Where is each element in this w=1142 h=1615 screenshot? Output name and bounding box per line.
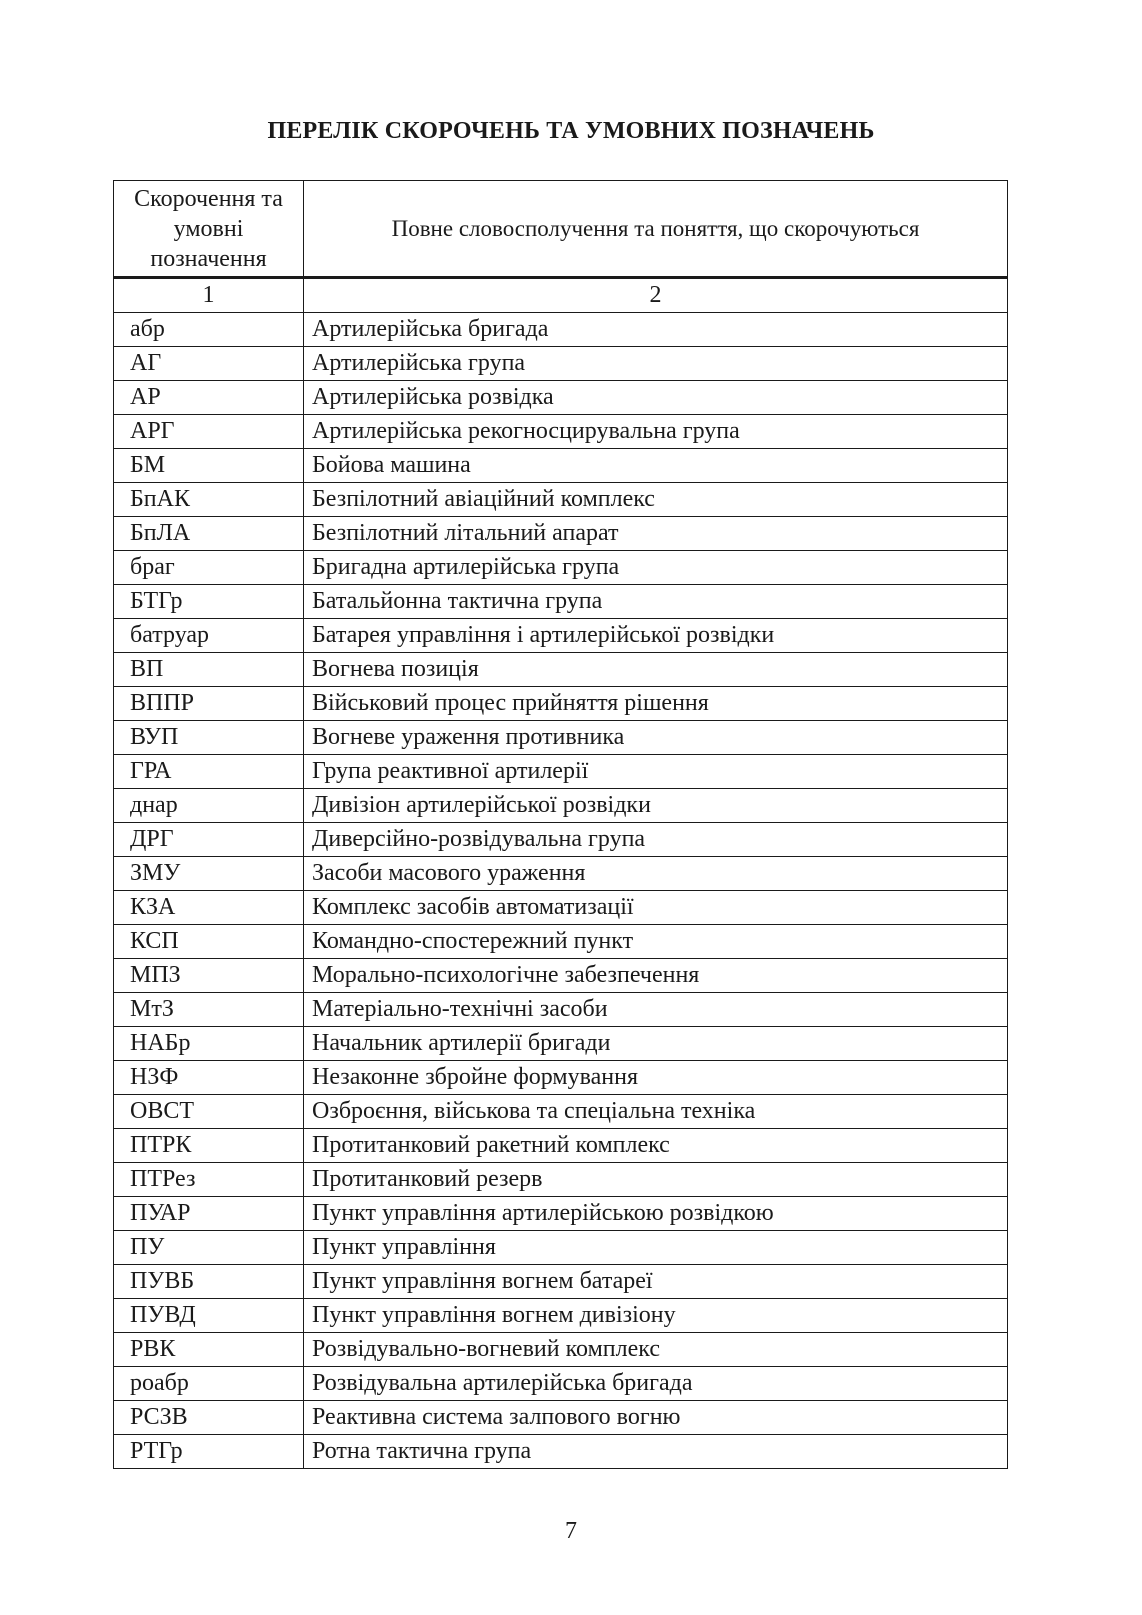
abbreviation-cell: БпЛА [114,517,304,551]
full-term-cell: Безпілотний авіаційний комплекс [304,483,1008,517]
column-number-1: 1 [114,278,304,313]
table-row [114,619,1008,653]
full-term-cell: Пункт управління вогнем батареї [304,1265,1008,1299]
abbreviation-cell: ПТРез [114,1163,304,1197]
abbreviation-cell: КСП [114,925,304,959]
table-row [114,585,1008,619]
abbreviation-cell: АРГ [114,415,304,449]
abbreviation-cell: БпАК [114,483,304,517]
column-number-2: 2 [304,278,1008,313]
table-row [114,551,1008,585]
abbreviation-cell: ПУАР [114,1197,304,1231]
table-row [114,1061,1008,1095]
page-number: 7 [565,1518,577,1544]
abbreviation-cell: БТГр [114,585,304,619]
abbreviation-cell: МПЗ [114,959,304,993]
full-term-cell: Матеріально-технічні засоби [304,993,1008,1027]
full-term-cell: Пункт управління артилерійською розвідкою [304,1197,1008,1231]
full-term-cell: Засоби масового ураження [304,857,1008,891]
abbreviation-cell: ПУВД [114,1299,304,1333]
abbreviation-cell: роабр [114,1367,304,1401]
abbreviation-cell: ОВСТ [114,1095,304,1129]
table-row [114,1299,1008,1333]
full-term-cell: Військовий процес прийняття рішення [304,687,1008,721]
abbreviation-cell: браг [114,551,304,585]
abbreviation-cell: ПТРК [114,1129,304,1163]
table-row [114,653,1008,687]
table-row [114,483,1008,517]
table-row [114,755,1008,789]
abbreviation-cell: ВП [114,653,304,687]
abbreviation-cell: КЗА [114,891,304,925]
full-term-cell: Дивізіон артилерійської розвідки [304,789,1008,823]
abbreviation-cell: ДРГ [114,823,304,857]
full-term-cell: Вогневе ураження противника [304,721,1008,755]
full-term-cell: Реактивна система залпового вогню [304,1401,1008,1435]
column-number-row [114,278,1008,313]
abbreviation-cell: батруар [114,619,304,653]
full-term-cell: Пункт управління [304,1231,1008,1265]
table-row [114,687,1008,721]
full-term-cell: Безпілотний літальний апарат [304,517,1008,551]
full-term-cell: Диверсійно-розвідувальна група [304,823,1008,857]
table-row [114,1265,1008,1299]
table-row [114,449,1008,483]
table-row [114,1027,1008,1061]
table-row [114,1333,1008,1367]
table-row [114,1401,1008,1435]
table-row [114,517,1008,551]
full-term-cell: Начальник артилерії бригади [304,1027,1008,1061]
full-term-cell: Артилерійська група [304,347,1008,381]
table-row [114,1231,1008,1265]
full-term-cell: Озброєння, військова та спеціальна техніка [304,1095,1008,1129]
table-row [114,1095,1008,1129]
abbreviations-table [113,180,1008,1469]
abbreviation-cell: РСЗВ [114,1401,304,1435]
abbreviation-cell: АР [114,381,304,415]
abbreviation-cell: МтЗ [114,993,304,1027]
full-term-cell: Батальйонна тактична група [304,585,1008,619]
abbreviation-cell: ВППР [114,687,304,721]
table-row [114,959,1008,993]
table-row [114,1129,1008,1163]
table-row [114,993,1008,1027]
full-term-cell: Артилерійська розвідка [304,381,1008,415]
abbreviation-cell: ГРА [114,755,304,789]
full-term-cell: Артилерійська бригада [304,313,1008,347]
full-term-cell: Бригадна артилерійська група [304,551,1008,585]
header-abbreviations: Скорочення та умовні позначення [114,181,304,278]
abbreviation-cell: РВК [114,1333,304,1367]
table-row [114,381,1008,415]
abbreviation-cell: ПУ [114,1231,304,1265]
abbreviation-cell: РТГр [114,1435,304,1469]
full-term-cell: Бойова машина [304,449,1008,483]
abbreviation-cell: ВУП [114,721,304,755]
full-term-cell: Протитанковий ракетний комплекс [304,1129,1008,1163]
abbreviation-cell: БМ [114,449,304,483]
table-row [114,313,1008,347]
full-term-cell: Група реактивної артилерії [304,755,1008,789]
table-row [114,1367,1008,1401]
full-term-cell: Артилерійська рекогносцирувальна група [304,415,1008,449]
full-term-cell: Пункт управління вогнем дивізіону [304,1299,1008,1333]
table-row [114,789,1008,823]
abbreviation-cell: ПУВБ [114,1265,304,1299]
table-row [114,1197,1008,1231]
abbreviation-cell: НЗФ [114,1061,304,1095]
table-row [114,1435,1008,1469]
page-title: ПЕРЕЛІК СКОРОЧЕНЬ ТА УМОВНИХ ПОЗНАЧЕНЬ [267,118,875,144]
abbreviation-cell: НАБр [114,1027,304,1061]
full-term-cell: Морально-психологічне забезпечення [304,959,1008,993]
table-row [114,823,1008,857]
full-term-cell: Розвідувально-вогневий комплекс [304,1333,1008,1367]
table-header-row [114,181,1008,278]
table-row [114,925,1008,959]
full-term-cell: Командно-спостережний пункт [304,925,1008,959]
abbreviation-cell: ЗМУ [114,857,304,891]
full-term-cell: Батарея управління і артилерійської розвідки [304,619,1008,653]
full-term-cell: Комплекс засобів автоматизації [304,891,1008,925]
abbreviation-cell: АГ [114,347,304,381]
full-term-cell: Протитанковий резерв [304,1163,1008,1197]
table-row [114,891,1008,925]
table-row [114,857,1008,891]
full-term-cell: Вогнева позиція [304,653,1008,687]
full-term-cell: Розвідувальна артилерійська бригада [304,1367,1008,1401]
abbreviation-cell: днар [114,789,304,823]
table-row [114,1163,1008,1197]
table-row [114,347,1008,381]
abbreviation-cell: абр [114,313,304,347]
table-row [114,721,1008,755]
full-term-cell: Незаконне збройне формування [304,1061,1008,1095]
full-term-cell: Ротна тактична група [304,1435,1008,1469]
header-full-terms: Повне словосполучення та поняття, що скорочуються [304,181,1008,278]
table-row [114,415,1008,449]
